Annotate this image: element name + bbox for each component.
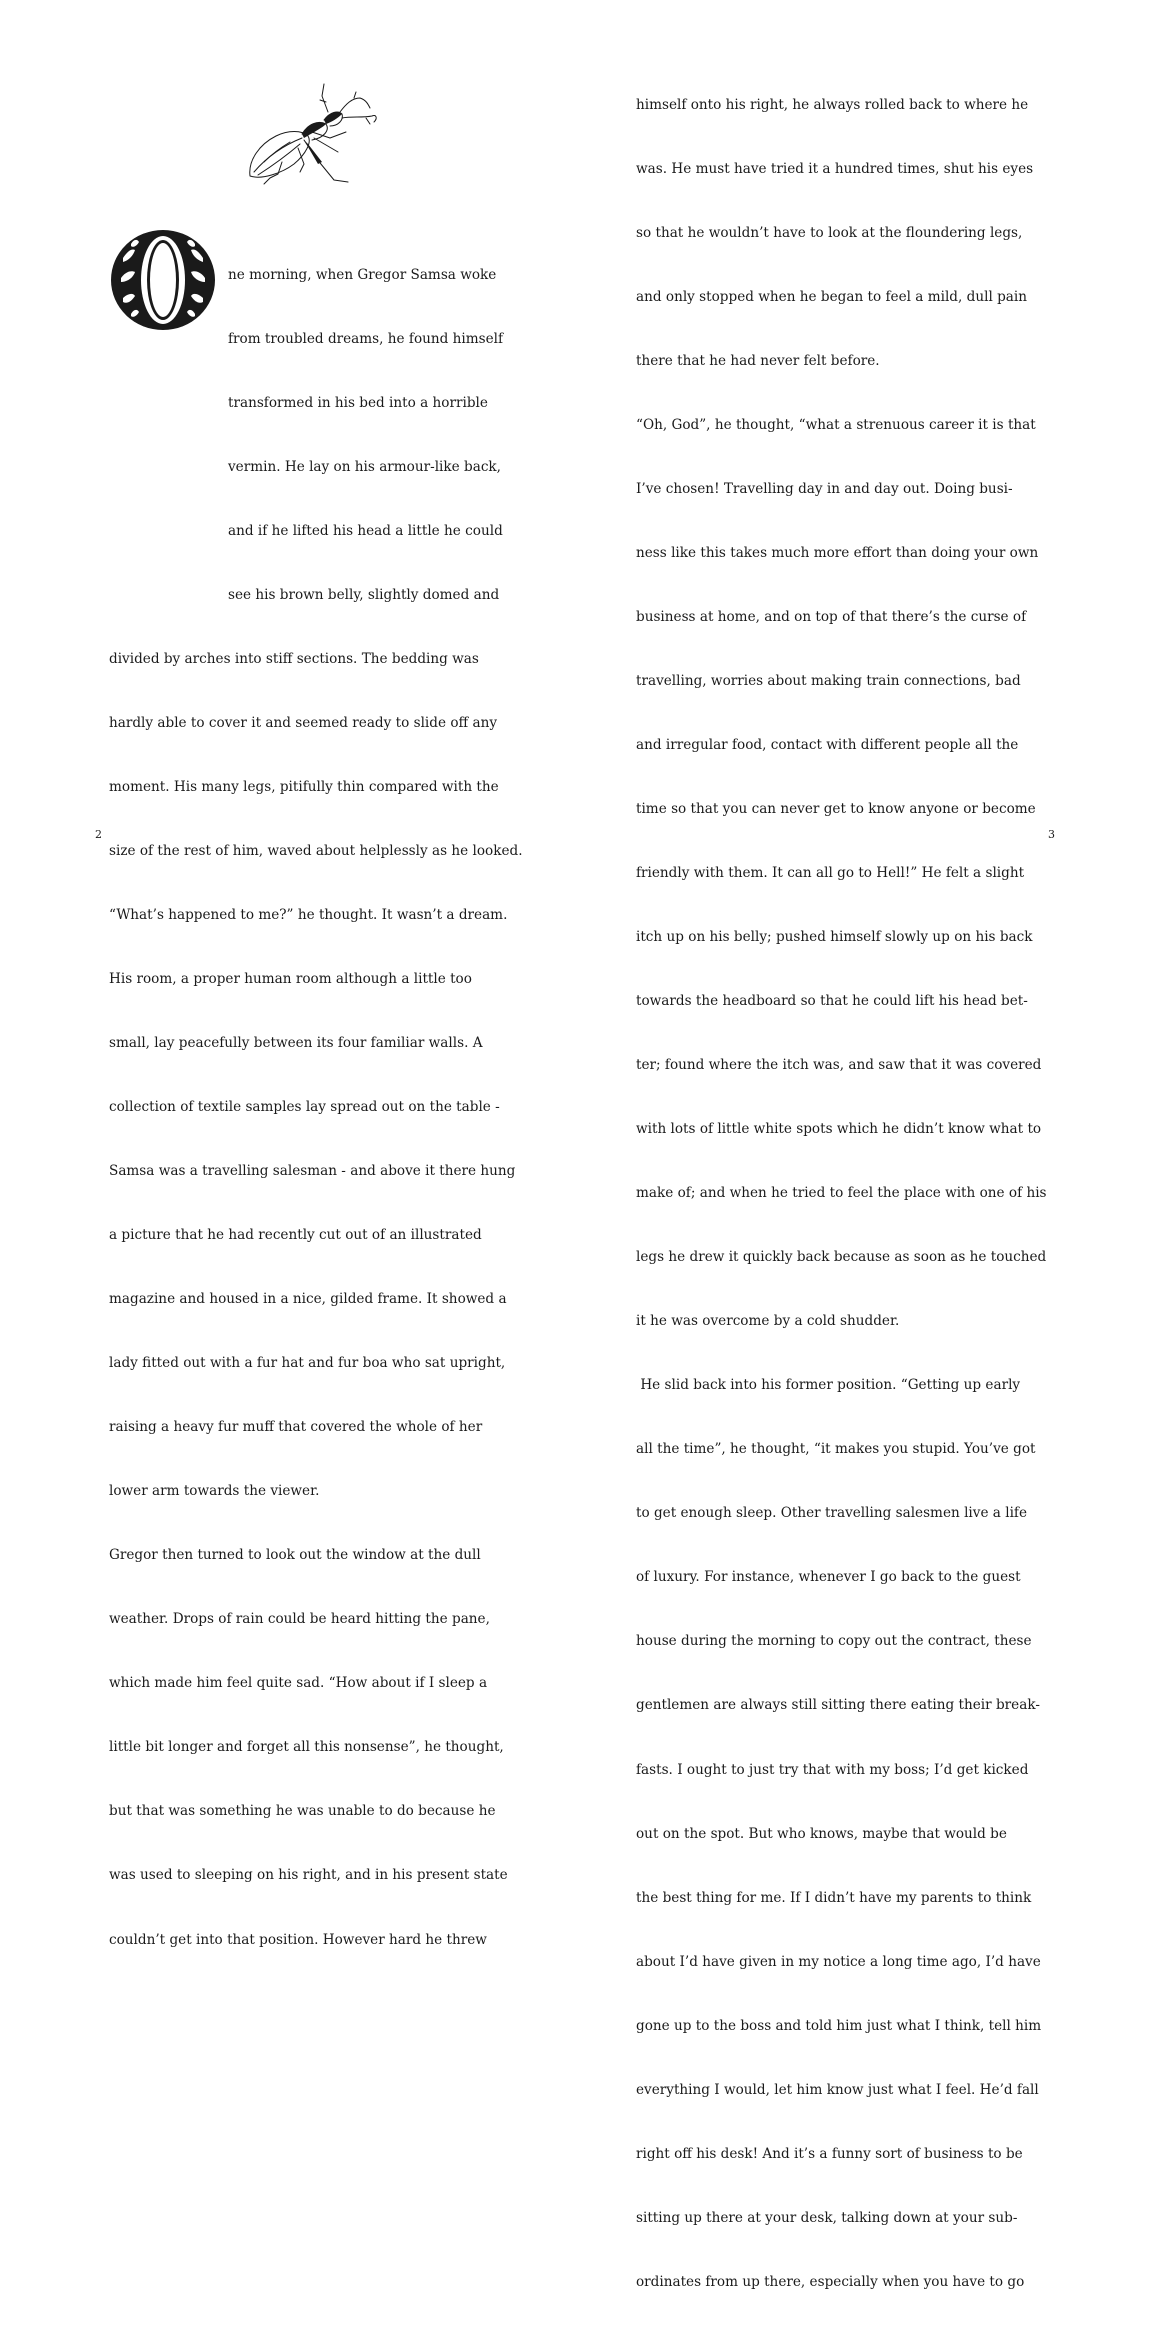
text-line: fasts. I ought to just try that with my boss; I’d get kicked bbox=[636, 1761, 1029, 1778]
text-line: so that he wouldn’t have to look at the floundering legs, bbox=[636, 224, 1023, 241]
text-line: from troubled dreams, he found himself bbox=[228, 330, 504, 347]
text-line: see his brown belly, slightly domed and bbox=[228, 586, 500, 603]
text-line: transformed in his bed into a horrible bbox=[228, 394, 488, 411]
text-line: all the time”, he thought, “it makes you stupid. You’ve got bbox=[636, 1441, 1036, 1458]
text-line: small, lay peacefully between its four familiar walls. A bbox=[109, 1035, 483, 1052]
text-line: himself onto his right, he always rolled back to where he bbox=[636, 96, 1029, 113]
text-line: and if he lifted his head a little he could bbox=[228, 522, 503, 539]
text-line: moment. His many legs, pitifully thin compared with the bbox=[109, 778, 499, 795]
text-line: about I’d have given in my notice a long time ago, I’d have bbox=[636, 1953, 1041, 1970]
text-line: friendly with them. It can all go to Hell!” He felt a slight bbox=[636, 865, 1025, 882]
text-line: towards the headboard so that he could lift his head bet- bbox=[636, 993, 1028, 1010]
right-page bbox=[576, 0, 1152, 2290]
text-line: ne morning, when Gregor Samsa woke bbox=[228, 266, 497, 283]
text-line: lady fitted out with a fur hat and fur boa who sat upright, bbox=[109, 1355, 506, 1372]
text-line: to get enough sleep. Other travelling salesmen live a life bbox=[636, 1505, 1028, 1522]
text-line: couldn’t get into that position. However hard he threw bbox=[109, 1931, 487, 1948]
left-page-text bbox=[109, 222, 529, 1994]
text-line: gentlemen are always still sitting there eating their break- bbox=[636, 1697, 1040, 1714]
text-line: out on the spot. But who knows, maybe that would be bbox=[636, 1825, 1007, 1842]
text-line: divided by arches into stiff sections. The bedding was bbox=[109, 650, 479, 667]
text-line: with lots of little white spots which he didn’t know what to bbox=[636, 1121, 1042, 1138]
text-line: was used to sleeping on his right, and in his present state bbox=[109, 1867, 508, 1884]
text-line: little bit longer and forget all this nonsense”, he thought, bbox=[109, 1739, 504, 1756]
text-line: itch up on his belly; pushed himself slowly up on his back bbox=[636, 929, 1033, 946]
text-line: time so that you can never get to know anyone or become bbox=[636, 801, 1036, 818]
text-line: travelling, worries about making train connections, bad bbox=[636, 672, 1021, 689]
text-line: it he was overcome by a cold shudder. bbox=[636, 1313, 900, 1330]
text-line: ter; found where the itch was, and saw that it was covered bbox=[636, 1057, 1042, 1074]
text-line: “Oh, God”, he thought, “what a strenuous career it is that bbox=[636, 416, 1036, 433]
text-line: ness like this takes much more effort than doing your own bbox=[636, 544, 1039, 561]
text-line: lower arm towards the viewer. bbox=[109, 1483, 320, 1500]
text-line: gone up to the boss and told him just what I think, tell him bbox=[636, 2017, 1042, 2034]
text-line: “What’s happened to me?” he thought. It wasn’t a dream. bbox=[109, 907, 508, 923]
text-line: everything I would, let him know just what I feel. He’d fall bbox=[636, 2081, 1039, 2098]
beetle-illustration-icon bbox=[242, 78, 382, 186]
text-line: size of the rest of him, waved about helplessly as he looked. bbox=[109, 842, 523, 859]
page-number: 2 bbox=[95, 828, 102, 841]
text-line: collection of textile samples lay spread out on the table - bbox=[109, 1099, 500, 1116]
text-line: He slid back into his former position. “Getting up early bbox=[636, 1377, 1021, 1394]
text-line: vermin. He lay on his armour-like back, bbox=[228, 458, 501, 475]
text-line: a picture that he had recently cut out of an illustrated bbox=[109, 1227, 482, 1244]
text-line: Samsa was a travelling salesman - and above it there hung bbox=[109, 1163, 516, 1180]
text-line: weather. Drops of rain could be heard hitting the pane, bbox=[109, 1611, 490, 1628]
right-page-text bbox=[636, 52, 1056, 2336]
page-number: 3 bbox=[1048, 828, 1055, 841]
text-line: which made him feel quite sad. “How about if I sleep a bbox=[109, 1675, 488, 1692]
text-line: and irregular food, contact with different people all the bbox=[636, 737, 1019, 753]
text-line: ordinates from up there, especially when you have to go bbox=[636, 2273, 1025, 2290]
text-line: right off his desk! And it’s a funny sort of business to be bbox=[636, 2145, 1023, 2162]
text-line: magazine and housed in a nice, gilded frame. It showed a bbox=[109, 1291, 507, 1308]
text-line: legs he drew it quickly back because as soon as he touched bbox=[636, 1249, 1047, 1266]
text-line: business at home, and on top of that there’s the curse of bbox=[636, 608, 1027, 625]
text-line: Gregor then turned to look out the window at the dull bbox=[109, 1547, 481, 1564]
text-line: the best thing for me. If I didn’t have my parents to think bbox=[636, 1889, 1032, 1906]
text-line: hardly able to cover it and seemed ready to slide off any bbox=[109, 714, 498, 731]
text-line: there that he had never felt before. bbox=[636, 352, 880, 369]
text-line: but that was something he was unable to do because he bbox=[109, 1803, 496, 1820]
text-line: make of; and when he tried to feel the place with one of his bbox=[636, 1185, 1047, 1202]
text-line: of luxury. For instance, whenever I go back to the guest bbox=[636, 1569, 1021, 1586]
text-line: raising a heavy fur muff that covered the whole of her bbox=[109, 1419, 483, 1436]
text-line: and only stopped when he began to feel a mild, dull pain bbox=[636, 288, 1028, 305]
text-line: I’ve chosen! Travelling day in and day out. Doing busi- bbox=[636, 480, 1013, 497]
text-line: His room, a proper human room although a little too bbox=[109, 971, 472, 988]
text-line: was. He must have tried it a hundred times, shut his eyes bbox=[636, 160, 1034, 177]
left-page bbox=[0, 0, 576, 1948]
text-line: sitting up there at your desk, talking down at your sub- bbox=[636, 2209, 1018, 2226]
text-line: house during the morning to copy out the contract, these bbox=[636, 1633, 1032, 1650]
